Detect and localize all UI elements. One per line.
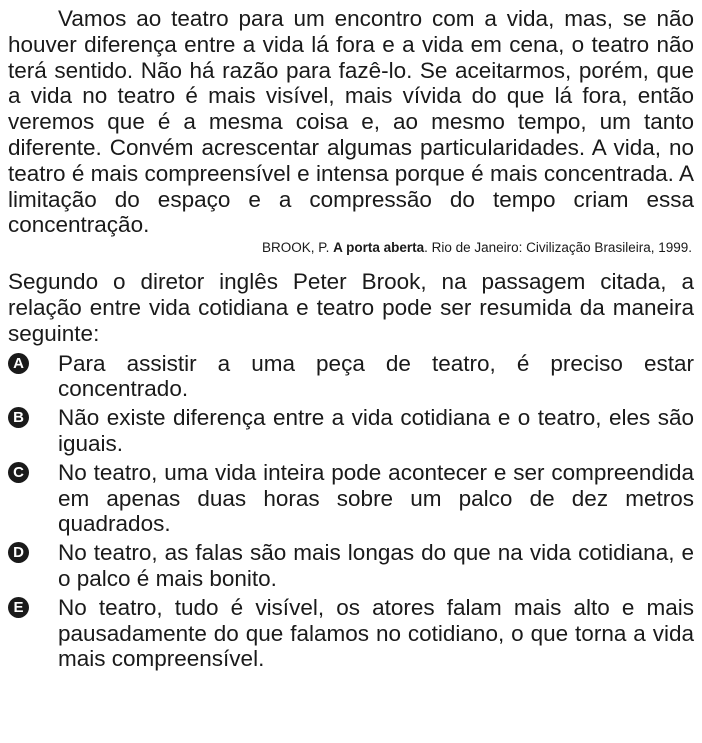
option-c-letter-badge: C [8, 462, 29, 483]
option-a-letter-badge: A [8, 353, 29, 374]
option-d-letter-badge: D [8, 542, 29, 563]
citation-title: A porta aberta [333, 240, 425, 256]
option-e-text: No teatro, tudo é visível, os atores falam mais alto e mais pausadamente do que falamos no cotidiano, o que torna a vida mais compreensível. [58, 594, 694, 672]
option-c-text: No teatro, uma vida inteira pode acontecer e ser compreendida em apenas duas horas sobre um palco de dez metros quadrados. [58, 459, 694, 537]
source-citation [8, 239, 692, 257]
citation-rest: . Rio de Janeiro: Civilização Brasileira, 1999. [424, 240, 692, 256]
option-d[interactable] [8, 540, 694, 592]
answer-options [8, 351, 694, 673]
option-a-text: Para assistir a uma peça de teatro, é preciso estar concentrado. [58, 350, 694, 402]
passage-text: Vamos ao teatro para um encontro com a vida, mas, se não houver diferença entre a vida lá fora e a vida em cena, o teatro não terá sentido. Não há razão para fazê-lo. Se aceitarmos, porém, que a vida no teatro é mais visível, mais vívida do que lá fora, então veremos que é a mesma coisa e, ao mesmo tempo, um tanto diferente. Convém acrescentar algumas particularidades. A vida, no teatro é mais compreensível e intensa porque é mais concentrada. A limitação do espaço e a compressão do tempo criam essa concentração. [8, 6, 694, 238]
option-d-text: No teatro, as falas são mais longas do que na vida cotidiana, e o palco é mais bonito. [58, 540, 694, 591]
citation-author: BROOK, P. [262, 240, 334, 256]
question-stem: Segundo o diretor inglês Peter Brook, na passagem citada, a relação entre vida cotidiana e teatro pode ser resumida da maneira seguinte: [8, 269, 694, 346]
option-c[interactable] [8, 460, 694, 537]
option-b[interactable] [8, 405, 694, 457]
option-e-letter-badge: E [8, 597, 29, 618]
option-a[interactable] [8, 351, 694, 403]
option-b-text: Não existe diferença entre a vida cotidiana e o teatro, eles são iguais. [58, 405, 694, 456]
option-e[interactable] [8, 595, 694, 672]
option-b-letter-badge: B [8, 407, 29, 428]
